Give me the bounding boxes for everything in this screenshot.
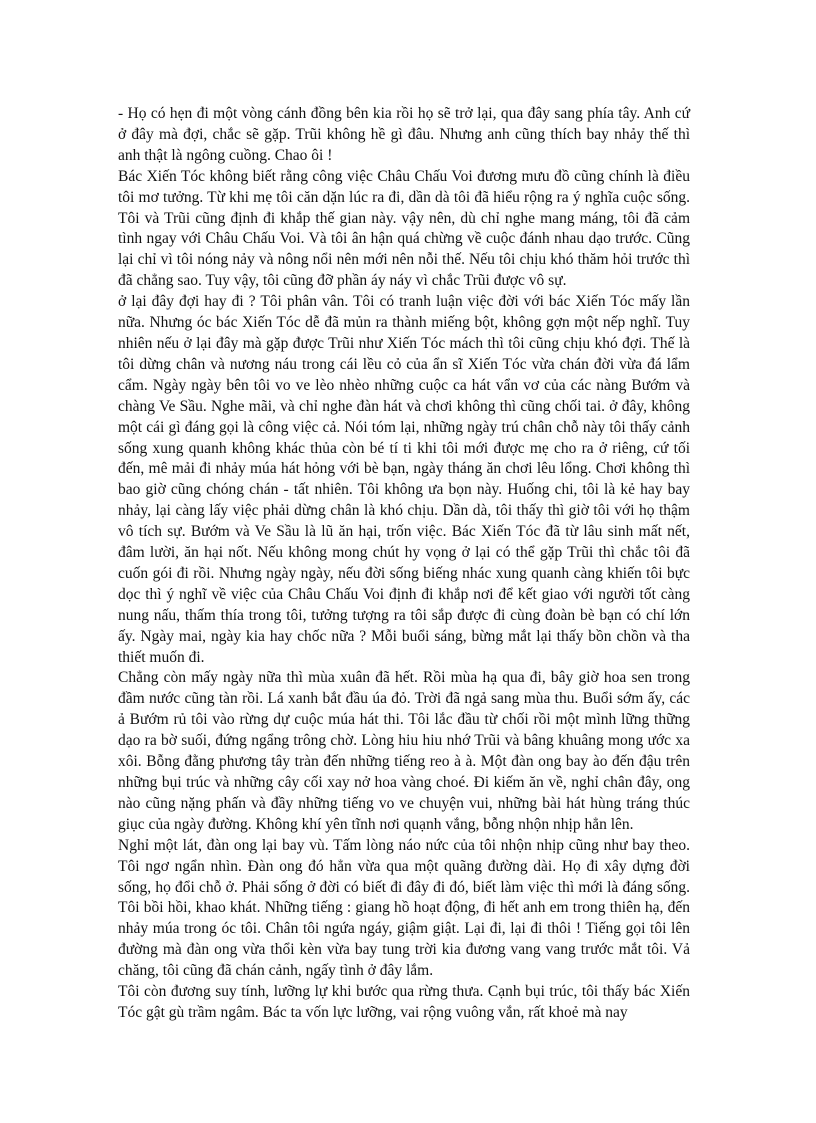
paragraph-4: Chẳng còn mấy ngày nữa thì mùa xuân đã hết. Rồi mùa hạ qua đi, bây giờ hoa sen trong đầm nước cũng tàn rồi. Lá xanh bắt đầu úa đỏ. Trời đã ngả sang mùa thu. Buổi sớm ấy, các ả Bướm rủ tôi vào rừng dự cuộc múa hát thi. Tôi lắc đầu từ chối rồi một mình lững thững dạo ra bờ suối, đứng ngẩng trông chờ. Lòng hiu hiu nhớ Trũi và bâng khuâng mong ước xa xôi. Bỗng đằng phương tây tràn đến những tiếng reo à à. Một đàn ong bay ào đến đậu trên những bụi trúc và những cây cối xay nở hoa vàng choé. Đi kiếm ăn về, nghỉ chân đây, ong nào cũng nặng phấn và đầy những tiếng vo ve chuyện vui, những bài hát hùng tráng thúc giục của ngày đường. Không khí yên tĩnh nơi quạnh vắng, bỗng nhộn nhịp hẳn lên.	[118, 669, 690, 833]
paragraph-2: Bác Xiến Tóc không biết rằng công việc Châu Chấu Voi đương mưu đồ cũng chính là điều tôi mơ tưởng. Từ khi mẹ tôi căn dặn lúc ra đi, dần dà tôi đã hiểu rộng ra ý nghĩa cuộc sống. Tôi và Trũi cũng định đi khắp thế gian này. vậy nên, dù chỉ nghe mang máng, tôi đã cảm tình ngay với Châu Chấu Voi. Và tôi ân hận quá chừng về cuộc đánh nhau dạo trước. Cũng lại chỉ vì tôi nóng nảy và nông nổi nên mới nên nỗi thế. Nếu tôi chịu khó thăm hỏi trước thì đã chẳng sao. Tuy vậy, tôi cũng đỡ phần áy náy vì chắc Trũi được vô sự.	[118, 167, 690, 290]
paragraph-3: ở lại đây đợi hay đi ? Tôi phân vân. Tôi có tranh luận việc đời với bác Xiến Tóc mấy lần nữa. Nhưng óc bác Xiến Tóc dễ đã mủn ra thành miếng bột, không gợn một nếp nghĩ. Tuy nhiên nếu ở lại đây mà gặp được Trũi như Xiến Tóc mách thì tôi cũng chịu khó đợi. Thế là tôi dừng chân và nương náu trong cái lều cỏ của ẩn sĩ Xiến Tóc vừa chán đời vừa đá lẩm cẩm. Ngày ngày bên tôi vo ve lèo nhèo những cuộc ca hát vẩn vơ của các nàng Bướm và chàng Ve Sầu. Nghe mãi, và chỉ nghe đàn hát và chơi không thì cũng chối tai. ở đây, không một cái gì đáng gọi là công việc cả. Nói tóm lại, những ngày trú chân chỗ này tôi thấy cảnh sống xung quanh không khác thủa còn bé tí ti khi tôi mới được mẹ cho ra ở riêng, cứ tối đến, mê mải đi nhảy múa hát hỏng với bè bạn, ngày tháng ăn chơi lêu lổng. Chơi không thì bao giờ cũng chóng chán - tất nhiên. Tôi không ưa bọn này. Huống chi, tôi là kẻ hay bay nhảy, lại càng lấy việc phải dừng chân là khó chịu. Dần dà, tôi thấy thì giờ tôi với họ thậm vô tích sự. Bướm và Ve Sầu là lũ ăn hại, trốn việc. Bác Xiến Tóc đã từ lâu sinh mất nết, đâm lười, ăn hại nốt. Nếu không mong chút hy vọng ở lại có thể gặp Trũi thì chắc tôi đã cuốn gói đi rồi. Nhưng ngày ngày, nếu đời sống biếng nhác xung quanh càng khiến tôi bực dọc thì ý nghĩ về việc của Châu Chấu Voi định đi khắp nơi để kết giao với người tốt càng nung nấu, thấm thía trong tôi, tưởng tượng ra tôi sắp được đi cùng đoàn bè bạn có chí lớn ấy. Ngày mai, ngày kia hay chốc nữa ? Mỗi buổi sáng, bừng mắt lại thấy bồn chồn và tha thiết muốn đi.	[118, 293, 690, 666]
paragraph-1: - Họ có hẹn đi một vòng cánh đồng bên kia rồi họ sẽ trở lại, qua đây sang phía tây. Anh cứ ở đây mà đợi, chắc sẽ gặp. Trũi không hề gì đâu. Nhưng anh cũng thích bay nhảy thế thì anh thật là ngông cuồng. Chao ôi !	[118, 105, 690, 164]
document-page	[118, 104, 690, 1024]
paragraph-6: Tôi còn đương suy tính, lưỡng lự khi bước qua rừng thưa. Cạnh bụi trúc, tôi thấy bác Xiến Tóc gật gù trầm ngâm. Bác ta vốn lực lưỡng, vai rộng vuông vắn, rất khoẻ mà nay	[118, 983, 690, 1021]
paragraph-5: Nghỉ một lát, đàn ong lại bay vù. Tấm lòng náo nức của tôi nhộn nhịp cũng như bay theo. Tôi ngơ ngẩn nhìn. Đàn ong đó hẳn vừa qua một quãng đường dài. Họ đi xây dựng đời sống, họ đổi chỗ ở. Phải sống ở đời có biết đi đây đi đó, biết làm việc thì mới là đáng sống. Tôi bồi hồi, khao khát. Những tiếng : giang hồ hoạt động, đi hết anh em trong thiên hạ, đến nhảy múa trong óc tôi. Chân tôi ngứa ngáy, giậm giật. Lại đi, lại đi thôi ! Tiếng gọi tôi lên đường mà đàn ong vừa thổi kèn vừa bay tung trời kia đương vang vang trước mắt tôi. Vả chăng, tôi cũng đã chán cảnh, ngấy tình ở đây lắm.	[118, 836, 690, 980]
